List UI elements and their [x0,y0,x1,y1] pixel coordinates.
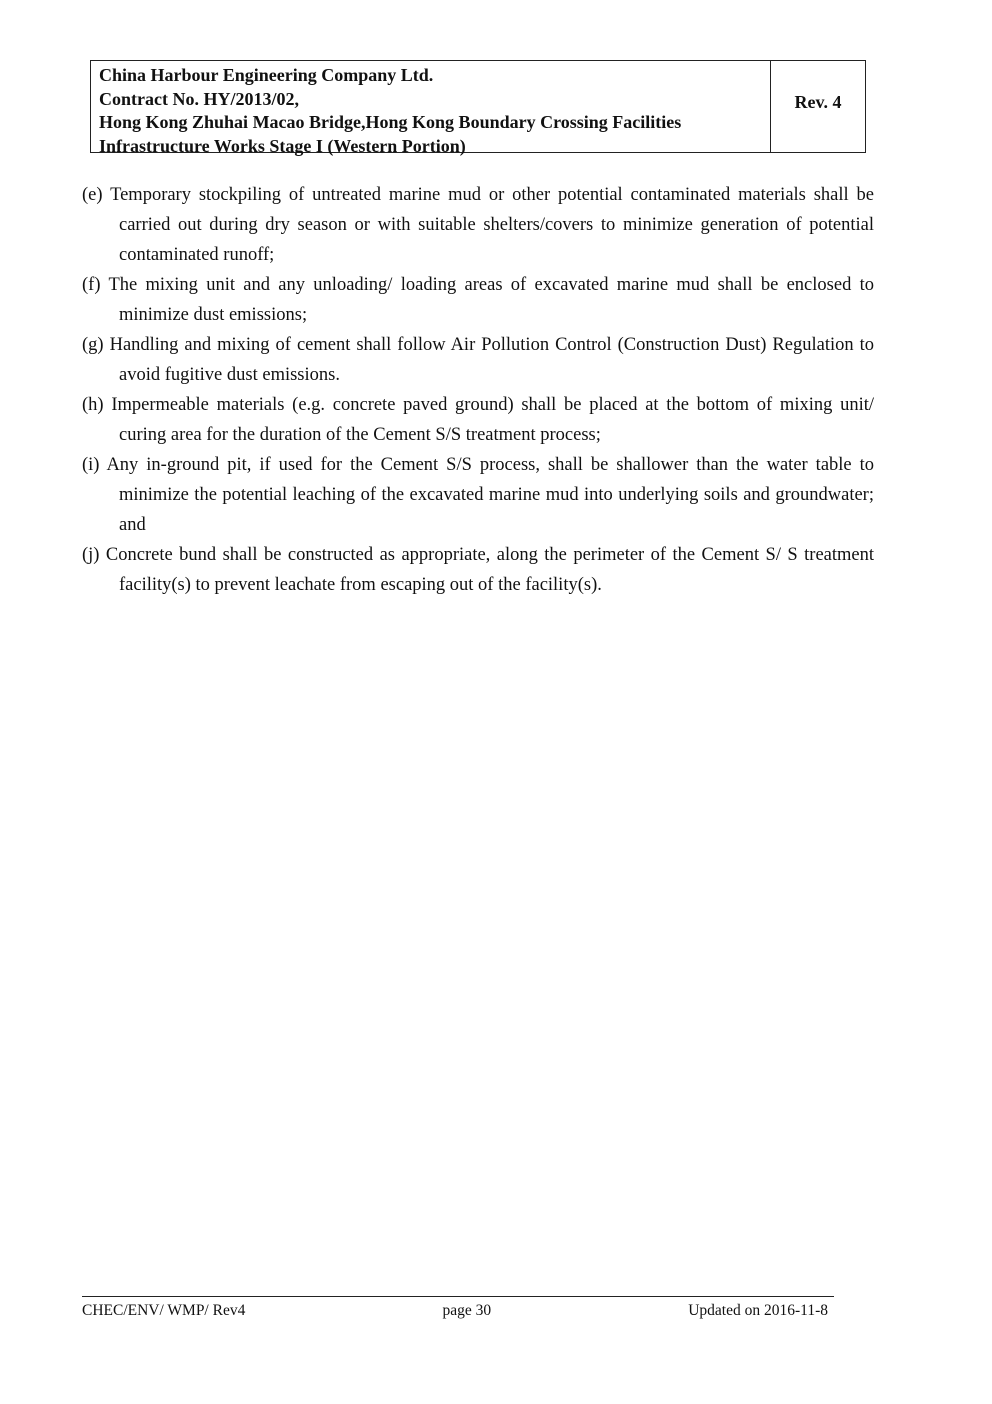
list-item-j [82,540,874,600]
header-title-block [91,61,771,156]
footer-updated-date: Updated on 2016-11-8 [688,1302,828,1319]
document-header [90,60,866,156]
list-item-text: Handling and mixing of cement shall follow Air Pollution Control (Construction Dust) Regulation to avoid fugitive dust emissions. [109,335,874,385]
list-item-text: Concrete bund shall be constructed as appropriate, along the perimeter of the Cement S/ S treatment facility(s) to prevent leachate from escaping out of the facility(s). [105,545,875,595]
header-contract: Contract No. HY/2013/02, [99,88,299,109]
list-item-g [82,330,874,390]
list-item-h [82,390,874,450]
header-project: Hong Kong Zhuhai Macao Bridge,Hong Kong Boundary Crossing Facilities [99,112,682,132]
list-marker: (e) [82,185,103,205]
list-item-i [82,450,874,540]
body-content [82,180,874,600]
list-marker: (h) [82,395,104,415]
list-marker: (j) [82,545,100,565]
header-revision: Rev. 4 [794,92,842,112]
header-company: China Harbour Engineering Company Ltd. [99,65,434,85]
footer-doc-ref: CHEC/ENV/ WMP/ Rev4 [82,1302,246,1319]
footer-divider [82,1296,834,1297]
footer-page-number: page 30 [442,1302,492,1319]
list-item-text: Temporary stockpiling of untreated marine mud or other potential contaminated materials shall be carried out during dry season or with suitable shelters/covers to minimize generation of potential contaminated runoff; [110,185,874,265]
list-item-e [82,180,874,270]
list-item-text: The mixing unit and any unloading/ loading areas of excavated marine mud shall be enclosed to minimize dust emissions; [108,275,874,325]
list-marker: (f) [82,275,101,295]
list-marker: (i) [82,455,100,475]
list-item-text: Any in-ground pit, if used for the Cement S/S process, shall be shallower than the water table to minimize the potential leaching of the excavated marine mud into underlying soils and groundwater; and [106,455,874,535]
header-works: Infrastructure Works Stage I (Western Portion) [99,135,466,156]
list-item-f [82,270,874,330]
document-footer [82,1300,828,1322]
list-item-text: Impermeable materials (e.g. concrete paved ground) shall be placed at the bottom of mixing unit/ curing area for the duration of the Cement S/S treatment process; [111,395,874,445]
list-marker: (g) [82,335,104,355]
